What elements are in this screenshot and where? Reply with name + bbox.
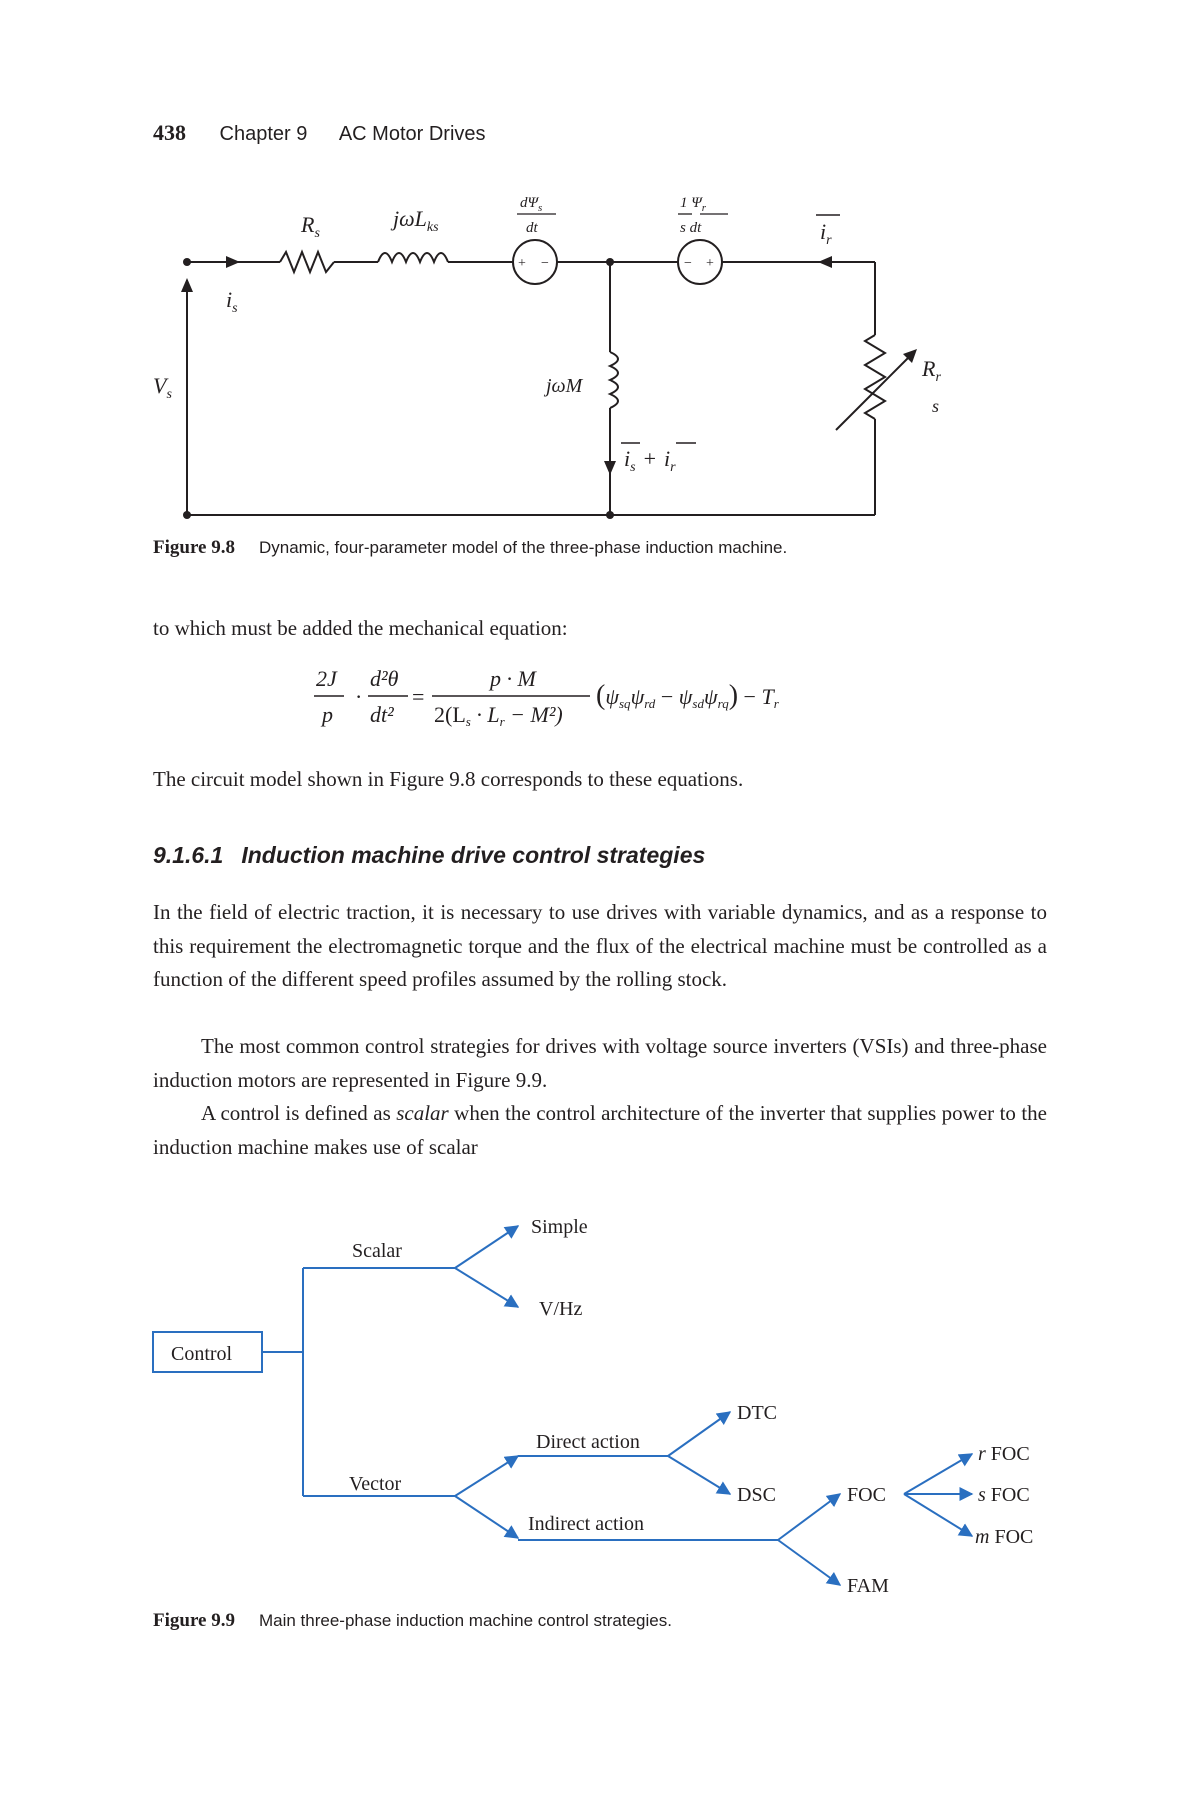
node-simple: Simple [531,1216,588,1238]
current-ir-arrow [818,256,832,268]
paragraph-3-emphasis: scalar [396,1101,449,1125]
intro-text: to which must be added the mechanical equation: [153,616,568,640]
svg-text:is: $i_s$ [226,287,238,316]
figure-9-9-tree [0,1190,1200,1610]
caption-text: Dynamic, four-parameter model of the three-phase induction machine. [258,538,788,557]
paragraph-2: The most common control strategies for drives with voltage source inverters (VSIs) and three-phase induction motors are represented in Figure 9.9. [153,1034,1047,1092]
inductor-m [610,352,618,408]
svg-text:Vs: $V_s$ [153,373,172,402]
svg-text:1 Ψr: 1 $\Psi_r$ [680,195,707,214]
svg-text:−: − [541,256,549,271]
resistor-rr [865,335,885,419]
inductor-lks [378,253,448,262]
svg-text:ir: $i_r$ [820,219,832,248]
svg-text:Rs: $R_s$ [301,212,320,241]
paragraph-1: In the field of electric traction, it is necessary to use drives with variable dynamics, and as a response to this requirement the electromagnetic torque and the flux of the electrical machine must be controlled as a function of the different speed profiles assumed by the rolling stock. [153,900,1047,991]
svg-text:2(Ls · Lr − M²): 2(Ls · Lr − M²) [434,702,563,729]
node-dtc: DTC [737,1402,777,1424]
node-direct: Direct action [536,1431,640,1453]
node-dsc: DSC [737,1484,776,1506]
svg-text:jωLks: jωL$_{ks}$ [393,206,439,235]
svg-text:s: s [932,396,940,416]
paragraph-3 [153,1097,1047,1164]
svg-text:+: + [706,256,714,271]
mechanical-equation [300,660,900,740]
svg-text:2J: 2J [316,666,337,691]
page-number: 438 [153,120,186,145]
figure-9-8-caption [153,537,787,559]
svg-text:is+ir: $i_s + i_r$ [624,446,676,475]
caption-text: Main three-phase induction machine control strategies. [258,1611,672,1630]
svg-text:·: · [355,684,363,709]
node-mfoc: m FOC [975,1526,1034,1548]
figure-label: Figure 9.8 [153,537,235,558]
svg-text:Rr: $R_r$ [922,356,941,385]
node-foc: FOC [847,1484,886,1506]
svg-text:p: p [322,702,333,727]
svg-text:jωM: jωM [546,375,583,397]
after-equation-text: The circuit model shown in Figure 9.8 corresponds to these equations. [153,767,744,791]
paragraph-3-start: A control is defined as [201,1101,391,1125]
svg-text:dt: dt [526,220,538,236]
figure-9-9-caption [153,1610,672,1632]
node-rfoc: r FOC [978,1443,1030,1465]
node-fam: FAM [847,1575,889,1597]
svg-text:(ψsqψrd − ψsdψrq) − Tr: (ψsqψrd − ψsdψrq) − Tr [596,680,779,711]
paragraph-3-end: when the control architecture of the inverter that supplies power to the induction machine makes use of scalar [153,1101,1048,1159]
voltage-vs-arrow [181,278,193,292]
current-im-arrow [604,461,616,475]
node-vector: Vector [349,1473,402,1495]
node-scalar: Scalar [352,1240,402,1262]
section-title: Induction machine drive control strategies [241,842,706,868]
svg-text:−: − [684,256,692,271]
svg-text:s dt: s dt [680,220,702,236]
chapter-label: Chapter 9 [219,123,308,145]
current-is-arrow [226,256,240,268]
figure-9-8-circuit [0,0,1200,540]
node-indirect: Indirect action [528,1513,645,1535]
chapter-title: AC Motor Drives [338,123,486,145]
figure-label: Figure 9.9 [153,1610,235,1631]
svg-text:dt²: dt² [370,702,394,727]
svg-text:dΨs: $d\Psi_s$ [520,195,543,214]
node-control: Control [171,1343,233,1365]
svg-text:+: + [518,256,526,271]
svg-text:=: = [412,684,425,709]
section-heading [153,842,705,869]
node-sfoc: s FOC [978,1484,1030,1506]
resistor-rs [280,252,334,272]
svg-text:d²θ: d²θ [370,666,399,691]
section-number: 9.1.6.1 [153,842,224,868]
svg-text:p · M: p · M [490,666,536,691]
node-vhz: V/Hz [539,1298,583,1320]
